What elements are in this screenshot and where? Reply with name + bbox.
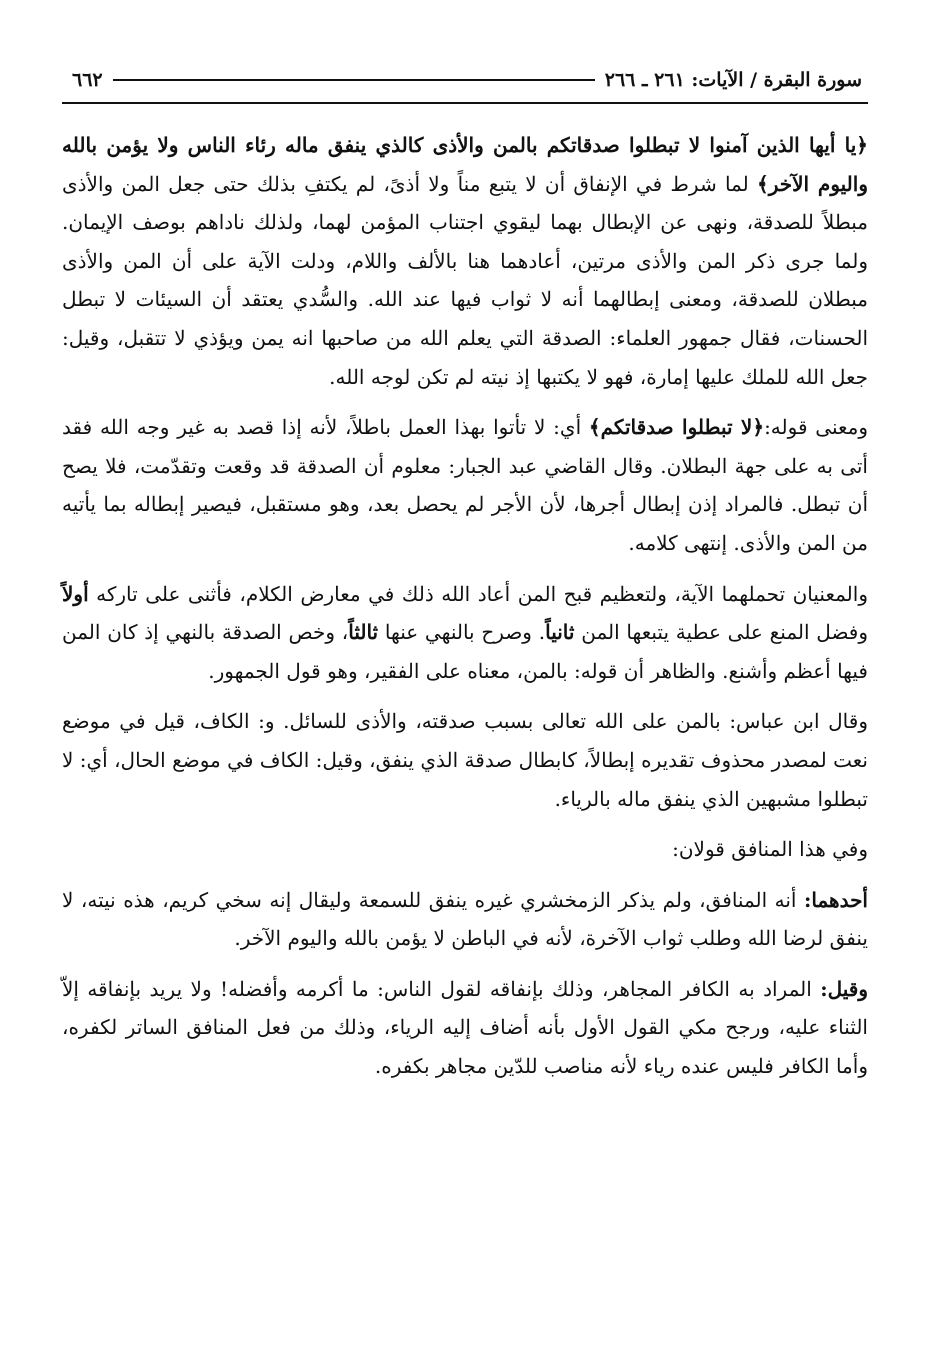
paragraph-3 bbox=[62, 575, 868, 691]
paragraph-lead: أحدهما: bbox=[803, 887, 868, 912]
emphasis-second: ثانياً bbox=[545, 620, 575, 645]
surah-title: سورة البقرة / الآيات: ٢٦١ ـ ٢٦٦ bbox=[604, 69, 862, 91]
paragraph-lead: ومعنى قوله: bbox=[764, 415, 869, 440]
paragraph-text: وقال ابن عباس: بالمن على الله تعالى بسبب صدقته، والأذى للسائل. و: الكاف، قيل في موضع نعت لمصدر محذوف تقديره إبطالاً، كابطال صدقة الذي ينفق، وقيل: الكاف في موضع الحال، أي: لا تبطلوا مشبهين الذي ينفق ماله بالرياء. bbox=[62, 709, 868, 811]
paragraph-7 bbox=[62, 970, 868, 1086]
paragraph-text: أنه المنافق، ولم يذكر الزمخشري غيره ينفق للسمعة وليقال إنه سخي كريم، هذه نيته، لا ينفق لرضا الله وطلب ثواب الآخرة، لأنه في الباطن لا يؤمن بالله واليوم الآخر. bbox=[62, 887, 868, 951]
paragraph-4 bbox=[62, 702, 868, 818]
paragraph-text: وفضل المنع على عطية يتبعها المن bbox=[574, 620, 868, 645]
page-header bbox=[62, 60, 868, 104]
paragraph-text: وفي هذا المنافق قولان: bbox=[672, 837, 868, 862]
quran-verse: ﴿يا أيها الذين آمنوا لا تبطلوا صدقاتكم بالمن والأذى كالذي ينفق ماله رئاء الناس ولا يؤمن بالله واليوم الآخر﴾ bbox=[62, 133, 868, 196]
paragraph-lead: وقيل: bbox=[820, 976, 868, 1001]
paragraph-6 bbox=[62, 881, 868, 958]
paragraph-text: أي: لا تأتوا بهذا العمل باطلاً، لأنه إذا قصد به غير وجه الله فقد أتى به على جهة البطلان. وقال القاضي عبد الجبار: معلوم أن الصدقة قد وقعت وتقدّمت، فلا يصح أن تبطل. فالمراد إذن إبطال أجرها، لأن الأجر لم يحصل بعد، وهو مستقبل، فيصير إبطاله بما يأتيه من المن والأذى. إنتهى كلامه. bbox=[62, 415, 868, 555]
paragraph-text: . وصرح بالنهي عنها bbox=[378, 620, 546, 645]
paragraph-2 bbox=[62, 408, 868, 562]
header-rule bbox=[113, 79, 595, 81]
emphasis-first: أولاً bbox=[62, 581, 89, 606]
paragraph-text: المراد به الكافر المجاهر، وذلك بإنفاقه لقول الناس: ما أكرمه وأفضله! ولا يريد بإنفاقه إلاّ الثناء عليه، ورجح مكي القول الأول بأنه أضاف إليه الرياء، وذلك من فعل المنافق الساتر لكفره، وأما الكافر فليس عنده رياء لأنه مناصب للدّين مجاهر بكفره. bbox=[62, 976, 868, 1079]
quran-verse: ﴿لا تبطلوا صدقاتكم﴾ bbox=[588, 415, 765, 440]
page bbox=[62, 60, 868, 1098]
paragraph-5 bbox=[62, 830, 868, 869]
paragraph-text: لما شرط في الإنفاق أن لا يتبع مناً ولا أذىً، لم يكتفِ بذلك حتى جعل المن والأذى مبطلاً للصدقة، ونهى عن الإبطال بهما ليقوي اجتناب المؤمن لهما، ولذلك ناداهم بوصف الإيمان. ولما جرى ذكر المن والأذى مرتين، أعادهما هنا بالألف واللام، ودلت الآية على أن المن والأذى مبطلان للصدقة، ومعنى إبطالهما أنه لا ثواب فيها عند الله. والسُّدي يعتقد أن السيئات لا تبطل الحسنات، فقال جمهور العلماء: الصدقة التي يعلم الله من صاحبها انه يمن ويؤذي لا تتقبل، وقيل: جعل الله للملك عليها إمارة، فهو لا يكتبها إذ نيته لم تكن لوجه الله. bbox=[62, 171, 868, 389]
page-content bbox=[62, 126, 868, 1086]
paragraph-text: والمعنيان تحملهما الآية، ولتعظيم قبح المن أعاد الله ذلك في معارض الكلام، فأثنى على تاركه bbox=[88, 581, 868, 606]
paragraph-text: ، وخص الصدقة بالنهي إذ كان المن فيها أعظم وأشنع. والظاهر أن قوله: بالمن، معناه على الفقير، وهو قول الجمهور. bbox=[62, 620, 868, 683]
page-number: ٦٦٢ bbox=[72, 69, 103, 91]
paragraph-1 bbox=[62, 126, 868, 396]
emphasis-third: ثالثاً bbox=[348, 620, 379, 645]
